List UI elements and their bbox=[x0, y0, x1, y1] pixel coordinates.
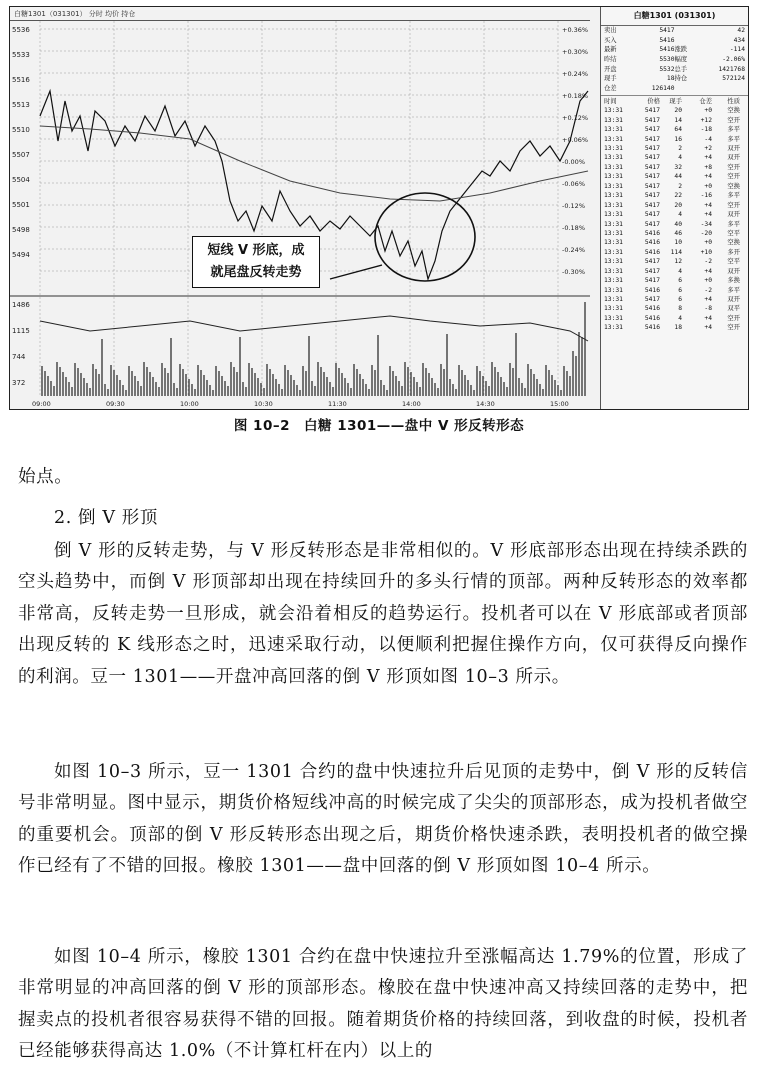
annotation-line-2: 就尾盘反转走势 bbox=[210, 265, 302, 280]
pct-tick: +0.18% bbox=[562, 92, 589, 100]
trade-row: 13:31 5417 16 -4 多平 bbox=[604, 135, 740, 143]
chart-header: 白糖1301（031301） 分时 均价 持仓 bbox=[10, 7, 590, 21]
pct-tick: -0.00% bbox=[562, 158, 585, 166]
price-tick: 5513 bbox=[12, 101, 30, 109]
quote-row: 开盘 5532 总手 1421768 bbox=[604, 65, 745, 73]
trade-row: 13:31 5417 40 -34 多平 bbox=[604, 220, 740, 228]
trade-row: 13:31 5416 6 -2 多平 bbox=[604, 286, 740, 294]
volume-tick: 744 bbox=[12, 353, 26, 361]
quote-title: 白糖1301 (031301) bbox=[601, 7, 748, 26]
pct-tick: -0.30% bbox=[562, 268, 585, 276]
section-heading: 2. 倒 V 形顶 bbox=[54, 508, 158, 528]
volume-tick: 372 bbox=[12, 379, 26, 387]
quote-row: 最新 5416 涨跌 -114 bbox=[604, 46, 745, 54]
quote-row: 买入 5416 434 bbox=[604, 36, 745, 44]
trade-row: 13:31 5417 6 +0 多换 bbox=[604, 277, 740, 285]
volume-bars bbox=[42, 302, 585, 396]
pct-tick: +0.30% bbox=[562, 48, 589, 56]
trade-row: 13:31 5417 20 +4 空开 bbox=[604, 201, 740, 209]
pct-tick: -0.06% bbox=[562, 180, 585, 188]
trade-row: 13:31 5417 4 +4 双开 bbox=[604, 211, 740, 219]
price-tick: 5510 bbox=[12, 126, 30, 134]
price-tick: 5504 bbox=[12, 176, 30, 184]
quote-row: 现手 18 持仓 572124 bbox=[604, 75, 745, 83]
pct-tick: -0.18% bbox=[562, 224, 585, 232]
paragraph-2: 如图 10–3 所示，豆一 1301 合约的盘中快速拉升后见顶的走势中，倒 V 形的反转信号非常明显。图中显示，期货价格短线冲高的时候完成了尖尖的顶部形态，成为投机者做空的重要机会。顶部的倒 V 形反转形态出现之后，期货价格快速杀跌，表明投机者的做空操作已经有了不错的回报。橡胶 1301——盘中回落的倒 V 形顶如图 10–4 所示。 bbox=[18, 762, 748, 877]
figure-chart bbox=[9, 6, 749, 410]
open-interest-line bbox=[40, 316, 588, 341]
trade-row: 13:31 5417 44 +4 空开 bbox=[604, 173, 740, 181]
volume-tick: 1115 bbox=[12, 327, 30, 335]
annotation-line-1: 短线 V 形底，成 bbox=[207, 243, 305, 258]
pct-tick: +0.24% bbox=[562, 70, 589, 78]
time-tick: 15:00 bbox=[550, 400, 569, 408]
trade-row: 13:31 5417 6 +4 双开 bbox=[604, 296, 740, 303]
trade-list bbox=[601, 106, 748, 333]
trade-row: 13:31 5416 46 -20 空平 bbox=[604, 229, 740, 237]
quote-summary bbox=[601, 26, 748, 94]
trade-row: 13:31 5416 10 +0 空换 bbox=[604, 239, 740, 247]
time-tick: 11:30 bbox=[328, 400, 347, 408]
pct-tick: +0.36% bbox=[562, 26, 589, 34]
time-tick: 09:30 bbox=[106, 400, 125, 408]
time-tick: 14:00 bbox=[402, 400, 421, 408]
trade-row: 13:31 5417 4 +4 双开 bbox=[604, 154, 740, 162]
pct-tick: -0.24% bbox=[562, 246, 585, 254]
time-tick: 14:30 bbox=[476, 400, 495, 408]
chart-grid bbox=[40, 21, 560, 396]
price-tick: 5533 bbox=[12, 51, 30, 59]
trade-row: 13:31 5416 114 +10 多开 bbox=[604, 248, 740, 256]
figure-caption: 图 10–2 白糖 1301——盘中 V 形反转形态 bbox=[233, 418, 525, 434]
trade-row: 13:31 5417 20 +0 空换 bbox=[604, 107, 740, 115]
average-line bbox=[40, 126, 588, 201]
time-axis bbox=[32, 400, 569, 408]
trade-row: 13:31 5417 12 -2 空平 bbox=[604, 258, 740, 266]
annotation-arrow bbox=[330, 265, 382, 279]
quote-row: 昨结 5530 幅度 -2.06% bbox=[604, 56, 745, 64]
trade-row: 13:31 5416 18 +4 空开 bbox=[604, 324, 740, 332]
volume-tick: 1486 bbox=[12, 301, 30, 309]
price-axis bbox=[12, 26, 30, 259]
quote-panel bbox=[600, 7, 748, 409]
trade-row: 13:31 5417 14 +12 空开 bbox=[604, 116, 740, 124]
trade-row: 13:31 5417 22 -16 多平 bbox=[604, 192, 740, 200]
price-tick: 5516 bbox=[12, 76, 30, 84]
paragraph-0: 始点。 bbox=[18, 467, 73, 487]
trade-row: 13:31 5416 4 +4 空开 bbox=[604, 314, 740, 322]
annotation-box bbox=[192, 236, 320, 288]
price-tick: 5507 bbox=[12, 151, 30, 159]
pct-tick: +0.06% bbox=[562, 136, 589, 144]
trade-header: 时间 价格 现手 仓差 性质 bbox=[604, 97, 740, 105]
pct-tick: -0.12% bbox=[562, 202, 585, 210]
price-tick: 5494 bbox=[12, 251, 30, 259]
trade-row: 13:31 5417 2 +0 空换 bbox=[604, 182, 740, 190]
price-tick: 5498 bbox=[12, 226, 30, 234]
price-tick: 5501 bbox=[12, 201, 30, 209]
time-tick: 09:00 bbox=[32, 400, 51, 408]
paragraph-3: 如图 10–4 所示，橡胶 1301 合约在盘中快速拉升至涨幅高达 1.79%的位置，形成了非常明显的冲高回落的倒 V 形的顶部形态。橡胶在盘中快速冲高又持续回落的走势中，把握卖点的投机者很容易获得不错的回报。随着期货价格的持续回落，到收盘的时候，投机者已经能够获得高达 1.0%（不计算杠杆在内）以上的 bbox=[18, 947, 748, 1062]
trade-row: 13:31 5416 8 -8 双平 bbox=[604, 305, 740, 313]
quote-row: 仓差 126140 bbox=[604, 85, 675, 93]
quote-row: 卖出 5417 42 bbox=[604, 27, 745, 34]
trade-row: 13:31 5417 64 -18 多平 bbox=[604, 126, 740, 134]
pct-tick: +0.12% bbox=[562, 114, 589, 122]
pct-axis bbox=[562, 26, 588, 276]
price-tick: 5536 bbox=[12, 26, 30, 34]
volume-axis bbox=[12, 301, 30, 387]
time-tick: 10:30 bbox=[254, 400, 273, 408]
paragraph-1: 倒 V 形的反转走势，与 V 形反转形态是非常相似的。V 形底部形态出现在持续杀跌的空头趋势中，而倒 V 形顶部却出现在持续回升的多头行情的顶部。两种反转形态的效率都非常高，反转走势一旦形成，就会沿着相反的趋势运行。投机者可以在 V 形底部或者顶部出现反转的 K 线形态之时，迅速采取行动，以便顺利把握住操作方向，仅可获得反向操作的利润。豆一 1301——开盘冲高回落的倒 V 形顶如图 10–3 所示。 bbox=[18, 541, 748, 687]
trade-row: 13:31 5417 2 +2 双开 bbox=[604, 145, 740, 152]
time-tick: 10:00 bbox=[180, 400, 199, 408]
trade-row: 13:31 5417 4 +4 双开 bbox=[604, 267, 740, 275]
trade-row: 13:31 5417 32 +8 空开 bbox=[604, 163, 740, 171]
intraday-chart bbox=[10, 21, 590, 409]
